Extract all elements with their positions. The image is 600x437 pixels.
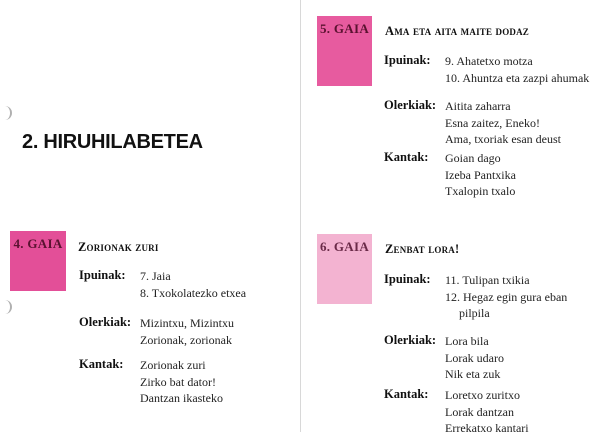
list-item: Txalopin txalo xyxy=(445,184,516,198)
gaia-4-olerkiak-label: Olerkiak: xyxy=(79,315,132,329)
gaia-6-olerkiak-list xyxy=(445,333,504,383)
list-item: 9. Ahatetxo motza xyxy=(445,54,533,68)
gaia-6-olerkiak-label: Olerkiak: xyxy=(384,333,437,347)
list-item: Lora bila xyxy=(445,334,489,348)
list-item: 11. Tulipan txikia xyxy=(445,273,530,287)
list-item: Errekatxo kantari xyxy=(445,421,529,435)
list-item: pilpila xyxy=(459,306,490,320)
list-item: Izeba Pantxika xyxy=(445,167,516,182)
list-item: Goian dago xyxy=(445,151,501,165)
list-item: Zirko bat dator! xyxy=(140,374,216,389)
gaia-4-ipuinak-list xyxy=(140,268,246,301)
list-item: Dantzan ikasteko xyxy=(140,391,223,405)
gaia-5-title: Ama eta aita maite dodaz xyxy=(385,24,529,38)
gaia-6-badge xyxy=(317,234,372,304)
chapter-title: 2. HIRUHILABETEA xyxy=(22,131,203,153)
gaia-5-kantak-label: Kantak: xyxy=(384,150,429,164)
gaia-5-badge xyxy=(317,16,372,86)
list-item: Ama, txoriak esan deust xyxy=(445,132,561,146)
binding-hole-mark-bottom xyxy=(2,300,12,314)
list-item: 10. Ahuntza eta zazpi ahumak xyxy=(445,70,590,85)
list-item: Lorak dantzan xyxy=(445,404,514,419)
gaia-4-kantak-label: Kantak: xyxy=(79,357,124,371)
gaia-6-title: Zenbat lora! xyxy=(385,242,460,256)
list-item: 7. Jaia xyxy=(140,269,171,283)
gaia-4-olerkiak-list xyxy=(140,315,234,348)
gaia-6-ipuinak-label: Ipuinak: xyxy=(384,272,431,286)
gaia-6-badge-label: 6. GAIA xyxy=(319,239,370,254)
list-item: Loretxo zuritxo xyxy=(445,388,520,402)
gaia-4-title: Zorionak zuri xyxy=(78,240,159,254)
gaia-5-ipuinak-label: Ipuinak: xyxy=(384,53,431,67)
list-item: Nik eta zuk xyxy=(445,367,501,381)
list-item: Zorionak, zorionak xyxy=(140,332,232,347)
gaia-4-badge-label: 4. GAIA xyxy=(13,236,63,251)
list-item: Mizintxu, Mizintxu xyxy=(140,316,234,330)
gaia-4-badge xyxy=(10,231,66,291)
gaia-4-kantak-list xyxy=(140,357,223,407)
list-item: Lorak udaro xyxy=(445,350,504,365)
gaia-6-ipuinak-list xyxy=(445,272,567,322)
gaia-5-olerkiak-label: Olerkiak: xyxy=(384,98,437,112)
gaia-6-kantak-list xyxy=(445,387,529,437)
list-item: 12. Hegaz egin gura eban xyxy=(445,289,568,304)
gaia-6-kantak-label: Kantak: xyxy=(384,387,429,401)
binding-hole-mark-top xyxy=(2,106,12,120)
list-item: Zorionak zuri xyxy=(140,358,206,372)
gaia-5-olerkiak-list xyxy=(445,98,561,148)
gaia-5-badge-label: 5. GAIA xyxy=(319,21,370,36)
list-item: Aitita zaharra xyxy=(445,99,511,113)
list-item: 8. Txokolatezko etxea xyxy=(140,285,247,300)
list-item: Esna zaitez, Eneko! xyxy=(445,115,540,130)
gaia-4-ipuinak-label: Ipuinak: xyxy=(79,268,126,282)
gaia-5-kantak-list xyxy=(445,150,516,200)
page-spine-divider xyxy=(300,0,301,432)
gaia-5-ipuinak-list xyxy=(445,53,589,86)
